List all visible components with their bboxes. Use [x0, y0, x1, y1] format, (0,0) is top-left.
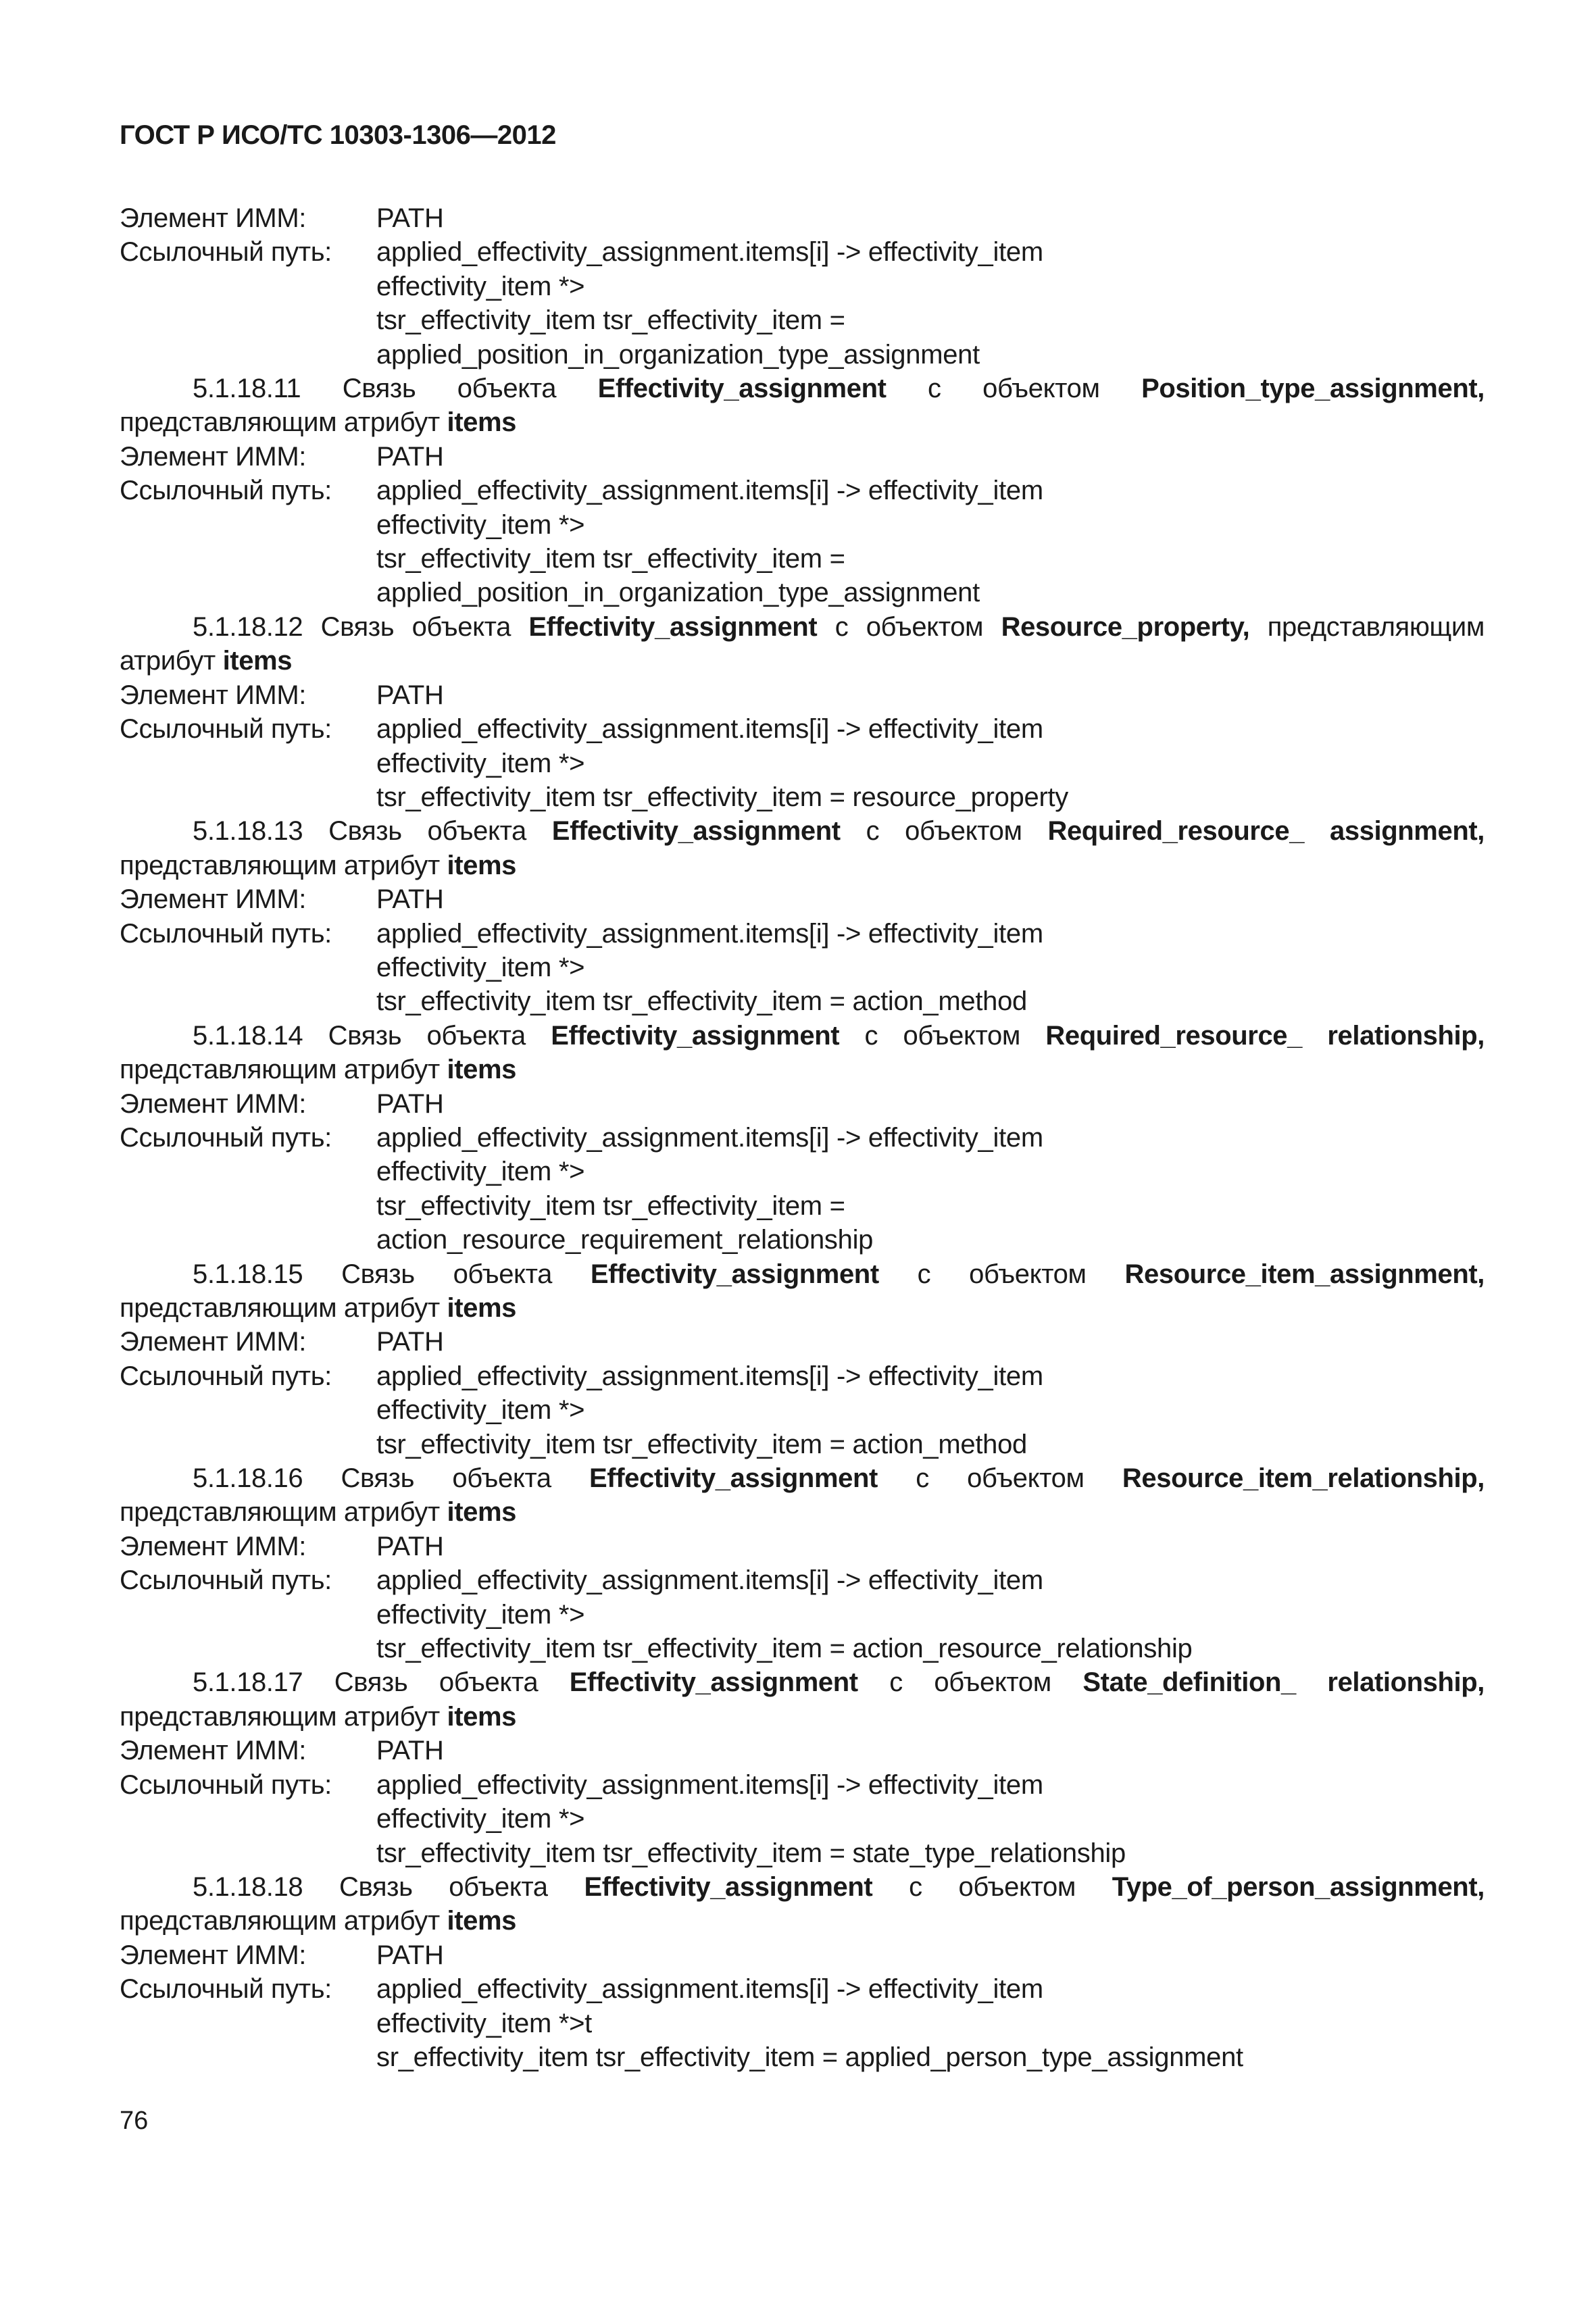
path-line: effectivity_item *> — [376, 748, 585, 778]
path-label: Ссылочный путь: — [120, 1361, 332, 1391]
element-label: Элемент ИММ: — [120, 1327, 306, 1357]
section-text: представляющим атрибут — [120, 1701, 440, 1732]
path-line: tsr_effectivity_item tsr_effectivity_item = action_resource_relationship — [376, 1634, 1193, 1664]
section-heading — [120, 1257, 1485, 1326]
path-line: effectivity_item *> — [376, 1395, 585, 1426]
path-row — [120, 474, 1485, 610]
entity-name: Effectivity_assignment — [590, 1259, 879, 1289]
element-value: PATH — [376, 441, 444, 472]
path-row — [120, 917, 1485, 1019]
section-entry — [120, 610, 1485, 814]
section-text: Связь объекта — [328, 1020, 526, 1051]
path-line: action_resource_requirement_relationship — [376, 1225, 874, 1255]
element-row — [120, 882, 1485, 916]
section-heading — [120, 1461, 1485, 1530]
path-row — [120, 1359, 1485, 1461]
attribute-name: items — [447, 1497, 516, 1528]
section-heading — [120, 1870, 1485, 1938]
section-text: представляющим атрибут — [120, 850, 440, 880]
section-entry — [120, 1461, 1485, 1665]
entity-name: Effectivity_assignment — [597, 374, 887, 404]
section-text: Связь объекта — [339, 1871, 548, 1902]
element-value: PATH — [376, 1531, 444, 1561]
attribute-name: items — [447, 1293, 516, 1323]
section-text: с объектом — [864, 1020, 1020, 1051]
path-line: applied_effectivity_assignment.items[i] -> effectivity_item — [376, 918, 1043, 949]
section-number: 5.1.18.14 — [193, 1020, 303, 1051]
element-value: PATH — [376, 1940, 444, 1970]
element-label: Элемент ИММ: — [120, 1940, 306, 1970]
section-entry — [120, 372, 1485, 610]
element-label: Элемент ИММ: — [120, 680, 306, 710]
path-row — [120, 235, 1485, 372]
path-line: applied_effectivity_assignment.items[i] -> effectivity_item — [376, 476, 1043, 506]
section-text: представляющим атрибут — [120, 407, 440, 438]
section-text: Связь объекта — [341, 1259, 552, 1289]
element-label: Элемент ИММ: — [120, 1088, 306, 1119]
entity-name: Effectivity_assignment — [551, 1020, 840, 1051]
element-value: PATH — [376, 203, 444, 233]
section-text: Связь объекта — [341, 1463, 551, 1494]
path-row — [120, 1972, 1485, 2074]
attribute-name: items — [447, 1055, 516, 1085]
entity-name: Effectivity_assignment — [551, 816, 841, 847]
target-entity-name: Type_of_person_assignment, — [1112, 1871, 1485, 1902]
section-entry — [120, 1257, 1485, 1461]
path-line: applied_effectivity_assignment.items[i] -> effectivity_item — [376, 1974, 1043, 2005]
section-text: представляющим атрибут — [120, 1055, 440, 1085]
path-label: Ссылочный путь: — [120, 918, 332, 949]
document-header: ГОСТ Р ИСО/ТС 10303-1306—2012 — [120, 120, 556, 150]
path-line: effectivity_item *> — [376, 271, 585, 301]
path-label: Ссылочный путь: — [120, 1565, 332, 1596]
entity-name: Effectivity_assignment — [584, 1871, 873, 1902]
section-heading — [120, 372, 1485, 440]
path-row — [120, 1121, 1485, 1257]
element-row — [120, 1325, 1485, 1359]
section-text: Связь объекта — [320, 611, 511, 642]
attribute-name: items — [447, 850, 516, 880]
attribute-name: items — [447, 407, 516, 438]
element-row — [120, 1734, 1485, 1767]
element-row — [120, 1530, 1485, 1563]
section-number: 5.1.18.18 — [193, 1871, 303, 1902]
path-line: tsr_effectivity_item tsr_effectivity_item = state_type_relationship — [376, 1838, 1126, 1868]
path-label: Ссылочный путь: — [120, 1122, 332, 1153]
path-line: applied_position_in_organization_type_assignment — [376, 339, 980, 370]
element-row — [120, 201, 1485, 235]
path-line: tsr_effectivity_item tsr_effectivity_item = — [376, 544, 845, 574]
section-text: представляющим атрибут — [120, 611, 1485, 676]
path-line: effectivity_item *> — [376, 952, 585, 982]
document-body — [120, 201, 1485, 2074]
path-line: tsr_effectivity_item tsr_effectivity_item = action_method — [376, 986, 1027, 1017]
path-row — [120, 1768, 1485, 1870]
path-line: effectivity_item *>t — [376, 2008, 592, 2038]
entity-name: Effectivity_assignment — [569, 1667, 858, 1698]
element-value: PATH — [376, 884, 444, 915]
path-label: Ссылочный путь: — [120, 237, 332, 268]
entity-name: Effectivity_assignment — [528, 611, 818, 642]
target-entity-name: Required_resource_ assignment, — [1047, 816, 1485, 847]
target-entity-name: Required_resource_ relationship, — [1045, 1020, 1485, 1051]
path-line: tsr_effectivity_item tsr_effectivity_item = action_method — [376, 1429, 1027, 1459]
section-text: с объектом — [834, 611, 984, 642]
element-value: PATH — [376, 1088, 444, 1119]
entity-name: Effectivity_assignment — [589, 1463, 878, 1494]
section-text: с объектом — [928, 374, 1100, 404]
path-line: tsr_effectivity_item tsr_effectivity_item = — [376, 305, 845, 336]
target-entity-name: Resource_item_relationship, — [1122, 1463, 1485, 1494]
section-text: с объектом — [917, 1259, 1087, 1289]
attribute-name: items — [447, 1906, 516, 1936]
target-entity-name: State_definition_ relationship, — [1082, 1667, 1485, 1698]
path-label: Ссылочный путь: — [120, 476, 332, 506]
path-line: applied_effectivity_assignment.items[i] -> effectivity_item — [376, 1769, 1043, 1800]
section-text: Связь объекта — [328, 816, 526, 847]
section-entry — [120, 814, 1485, 1018]
intro-block — [120, 201, 1485, 372]
path-line: sr_effectivity_item tsr_effectivity_item = applied_person_type_assignment — [376, 2042, 1243, 2072]
section-text: представляющим атрибут — [120, 1906, 440, 1936]
element-row — [120, 678, 1485, 712]
section-number: 5.1.18.16 — [193, 1463, 303, 1494]
section-text: представляющим атрибут — [120, 1293, 440, 1323]
element-label: Элемент ИММ: — [120, 203, 306, 233]
path-line: effectivity_item *> — [376, 1157, 585, 1187]
path-line: applied_effectivity_assignment.items[i] -> effectivity_item — [376, 1565, 1043, 1596]
section-number: 5.1.18.15 — [193, 1259, 303, 1289]
path-line: applied_position_in_organization_type_assignment — [376, 578, 980, 608]
section-text: представляющим атрибут — [120, 1497, 440, 1528]
element-row — [120, 1087, 1485, 1121]
path-line: tsr_effectivity_item tsr_effectivity_item = — [376, 1190, 845, 1221]
section-heading — [120, 1019, 1485, 1087]
path-label: Ссылочный путь: — [120, 1769, 332, 1800]
section-heading — [120, 1665, 1485, 1734]
path-label: Ссылочный путь: — [120, 1974, 332, 2005]
section-entry — [120, 1019, 1485, 1257]
path-line: applied_effectivity_assignment.items[i] -> effectivity_item — [376, 1122, 1043, 1153]
target-entity-name: Resource_property, — [1001, 611, 1250, 642]
path-row — [120, 1563, 1485, 1665]
path-line: effectivity_item *> — [376, 1804, 585, 1834]
section-entry — [120, 1870, 1485, 2074]
target-entity-name: Position_type_assignment, — [1141, 374, 1485, 404]
section-text: Связь объекта — [342, 374, 557, 404]
section-text: с объектом — [866, 816, 1022, 847]
element-label: Элемент ИММ: — [120, 884, 306, 915]
page-number: 76 — [120, 2107, 149, 2135]
element-value: PATH — [376, 680, 444, 710]
path-line: applied_effectivity_assignment.items[i] -> effectivity_item — [376, 1361, 1043, 1391]
section-number: 5.1.18.13 — [193, 816, 303, 847]
element-value: PATH — [376, 1736, 444, 1766]
path-row — [120, 712, 1485, 814]
path-line: applied_effectivity_assignment.items[i] -> effectivity_item — [376, 237, 1043, 268]
section-number: 5.1.18.17 — [193, 1667, 303, 1698]
path-line: applied_effectivity_assignment.items[i] -> effectivity_item — [376, 714, 1043, 745]
element-label: Элемент ИММ: — [120, 1736, 306, 1766]
attribute-name: items — [222, 646, 293, 676]
path-line: tsr_effectivity_item tsr_effectivity_item = resource_property — [376, 782, 1068, 812]
element-label: Элемент ИММ: — [120, 441, 306, 472]
path-line: effectivity_item *> — [376, 1599, 585, 1630]
section-entry — [120, 1665, 1485, 1869]
path-line: effectivity_item *> — [376, 509, 585, 540]
target-entity-name: Resource_item_assignment, — [1124, 1259, 1485, 1289]
attribute-name: items — [447, 1701, 516, 1732]
section-text: Связь объекта — [334, 1667, 539, 1698]
element-value: PATH — [376, 1327, 444, 1357]
element-row — [120, 440, 1485, 474]
section-text: с объектом — [916, 1463, 1084, 1494]
element-row — [120, 1938, 1485, 1972]
element-label: Элемент ИММ: — [120, 1531, 306, 1561]
section-text: с объектом — [909, 1871, 1076, 1902]
section-heading — [120, 610, 1485, 678]
section-text: с объектом — [889, 1667, 1051, 1698]
section-number: 5.1.18.11 — [193, 374, 301, 404]
path-label: Ссылочный путь: — [120, 714, 332, 745]
section-number: 5.1.18.12 — [193, 611, 303, 642]
section-heading — [120, 814, 1485, 882]
